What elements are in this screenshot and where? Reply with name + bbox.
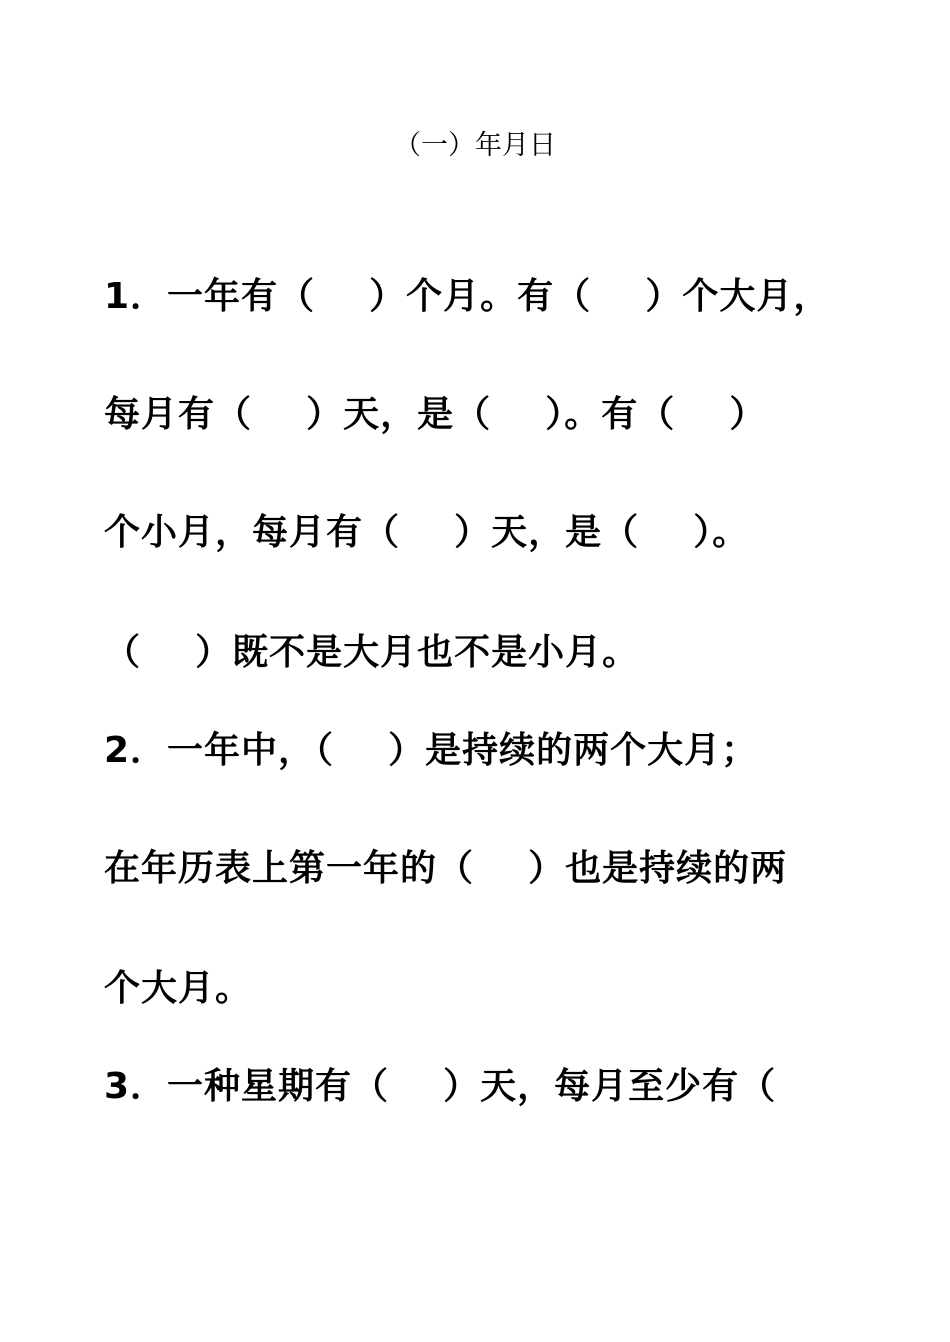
question-1-line-2: 每月有（ ）天，是（ ）。有（ ） [104,394,767,435]
question-2-line-2: 在年历表上第一年的（ ）也是持续的两 [104,848,788,889]
question-2-line-1: 2．一年中，（ ）是持续的两个大月； [104,730,759,771]
question-3-line-1: 3．一种星期有（ ）天，每月至少有（ [104,1066,777,1107]
question-1-line-1: 1．一年有（ ）个月。有（ ）个大月， [104,276,831,317]
question-1-line-3: 个小月，每月有（ ）天，是（ ）。 [104,512,750,553]
worksheet-title: （一）年月日 [394,130,556,161]
question-2-line-3: 个大月。 [104,968,253,1009]
question-1-line-4: （ ）既不是大月也不是小月。 [104,632,640,673]
